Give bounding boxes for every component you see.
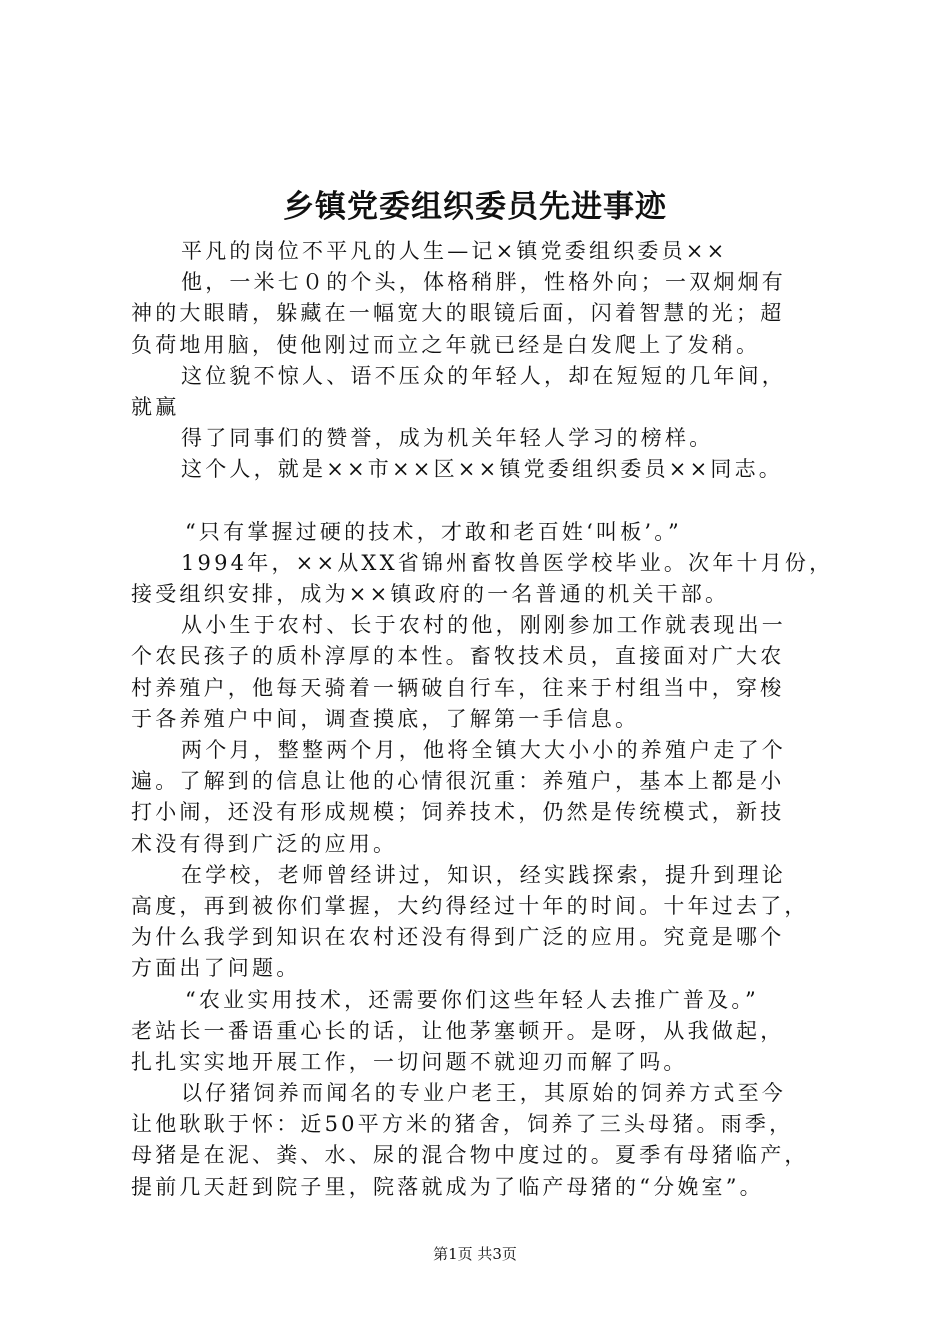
paragraph-line: 村养殖户，他每天骑着一辆破自行车，往来于村组当中，穿梭 [131,675,785,700]
paragraph-line: 就赢 [131,394,180,419]
paragraph-line: 从小生于农村、长于农村的他，刚刚参加工作就表现出一 [181,613,786,638]
paragraph-line: 术没有得到广泛的应用。 [131,831,398,856]
paragraph-line: 老站长一番语重心长的话，让他茅塞顿开。是呀，从我做起， [131,1018,785,1043]
paragraph-line: 遍。了解到的信息让他的心情很沉重：养殖户，基本上都是小 [131,769,785,794]
paragraph-line: 个农民孩子的质朴淳厚的本性。畜牧技术员，直接面对广大农 [131,644,785,669]
paragraph-line: 他，一米七０的个头，体格稍胖，性格外向；一双炯炯有 [181,270,786,295]
paragraph-line: “只有掌握过硬的技术，才敢和老百姓‘叫板’。” [185,519,682,544]
paragraph-line: 神的大眼睛，躲藏在一幅宽大的眼镜后面，闪着智慧的光；超 [131,301,785,326]
page-footer: 第1页 共3页 [433,1245,517,1263]
paragraph-line: 高度，再到被你们掌握，大约得经过十年的时间。十年过去了， [131,893,809,918]
paragraph-line: 在学校，老师曾经讲过，知识，经实践探索，提升到理论 [181,862,786,887]
paragraph-line: 接受组织安排，成为××镇政府的一名普通的机关干部。 [131,582,730,607]
paragraph-line: 平凡的岗位不平凡的人生—记×镇党委组织委员×× [181,239,728,263]
paragraph-line: 让他耿耿于怀：近50平方米的猪舍，饲养了三头母猪。雨季， [131,1112,794,1137]
paragraph-line: 扎扎实实地开展工作，一切问题不就迎刃而解了吗。 [131,1049,688,1074]
paragraph-line: 于各养殖户中间，调查摸底，了解第一手信息。 [131,706,640,731]
paragraph-line: 为什么我学到知识在农村还没有得到广泛的应用。究竟是哪个 [131,925,785,950]
paragraph-line: 负荷地用脑，使他刚过而立之年就已经是白发爬上了发稍。 [131,332,761,357]
paragraph-line: 方面出了问题。 [131,956,301,981]
paragraph-line: “农业实用技术，还需要你们这些年轻人去推广普及。” [185,987,759,1012]
paragraph-line: 打小闹，还没有形成规模；饲养技术，仍然是传统模式，新技 [131,800,785,825]
document-title: 乡镇党委组织委员先进事迹 [283,189,667,225]
paragraph-line: 得了同事们的赞誉，成为机关年轻人学习的榜样。 [181,426,714,451]
paragraph-line: 1994年，××从XX省锦州畜牧兽医学校毕业。次年十月份， [181,550,834,575]
paragraph-line: 这个人，就是××市××区××镇党委组织委员××同志。 [181,457,783,482]
paragraph-line [131,486,831,517]
paragraph-line: 母猪是在泥、粪、水、尿的混合物中度过的。夏季有母猪临产， [131,1143,809,1168]
paragraph-line: 这位貌不惊人、语不压众的年轻人，却在短短的几年间， [181,363,786,388]
paragraph-line: 两个月，整整两个月，他将全镇大大小小的养殖户走了个 [181,738,786,762]
document-body [131,236,834,1203]
paragraph-line: 以仔猪饲养而闻名的专业户老王，其原始的饲养方式至今 [181,1081,786,1106]
paragraph-line: 提前几天赶到院子里，院落就成为了临产母猪的“分娩室”。 [131,1174,764,1199]
